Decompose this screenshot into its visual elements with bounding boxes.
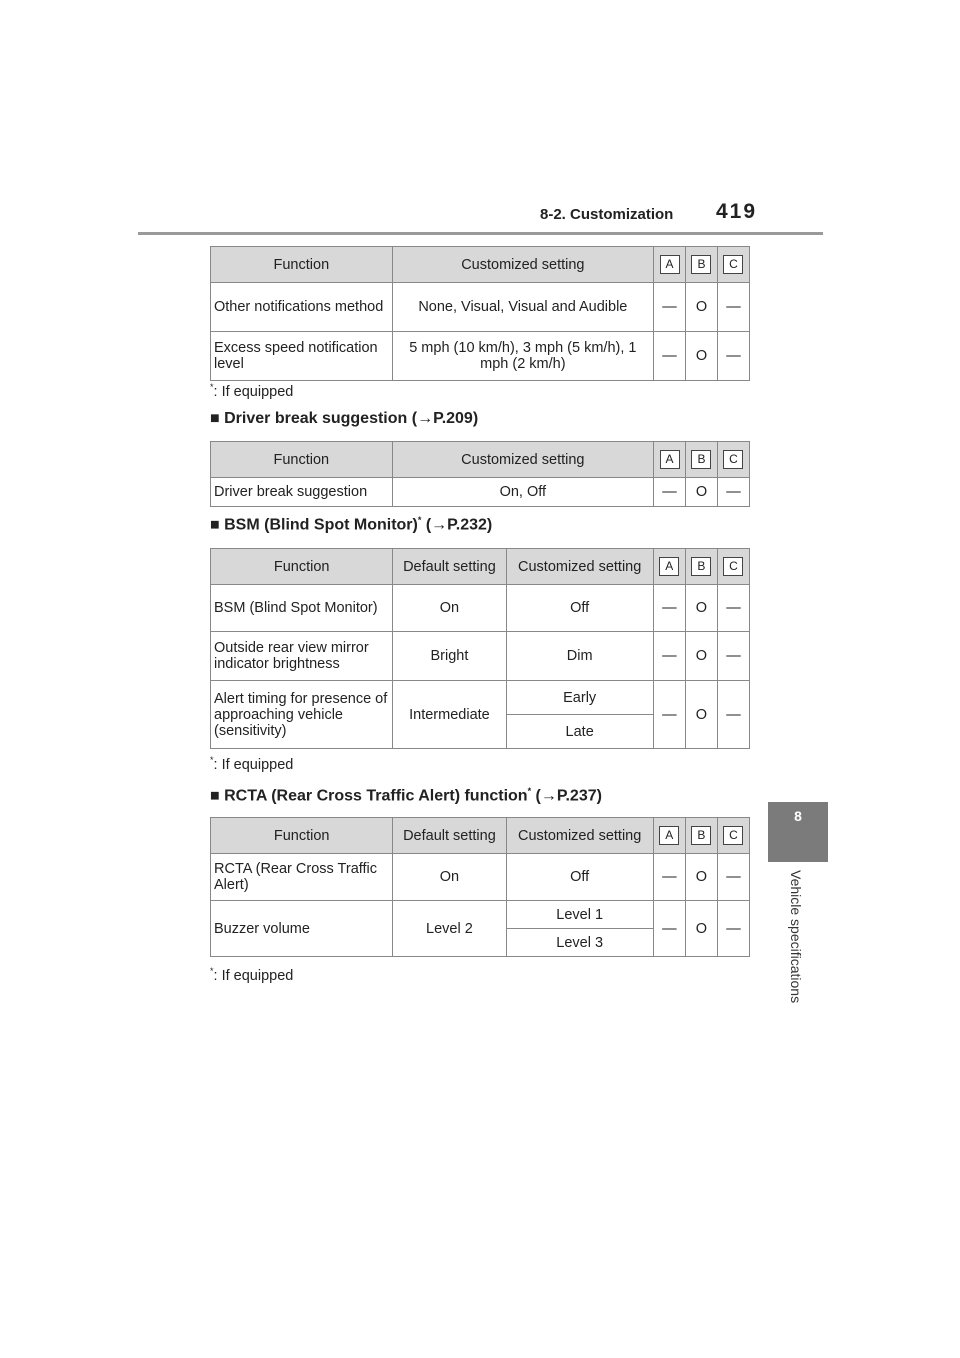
cell-b: O: [685, 854, 717, 901]
header-col-a: [654, 247, 686, 283]
cell-a: —: [654, 478, 686, 507]
section-bsm: [210, 515, 492, 534]
section-asterisk: *: [417, 515, 422, 525]
section-title: BSM (Blind Spot Monitor): [224, 516, 418, 534]
col-a-icon: A: [659, 557, 679, 576]
footnote-if-equipped: [210, 382, 293, 400]
cell-a: —: [654, 332, 686, 381]
table-row: [211, 283, 750, 332]
header-function: Function: [211, 818, 393, 854]
cell-c: —: [717, 901, 749, 957]
page-reference[interactable]: P.237: [556, 787, 597, 805]
col-b-icon: B: [691, 450, 711, 469]
section-open: (: [421, 516, 432, 534]
header-rule: [138, 232, 823, 235]
chapter-side-label: [782, 870, 810, 1040]
footnote-text: : If equipped: [213, 383, 294, 400]
cell-setting: Level 3: [506, 929, 653, 957]
table-row: [211, 681, 750, 715]
col-c-icon: C: [723, 255, 743, 274]
header-col-b: [685, 818, 717, 854]
col-c-icon: C: [723, 826, 743, 845]
cell-b: O: [686, 283, 718, 332]
header-col-c: [717, 247, 749, 283]
footnote-asterisk: *: [210, 966, 214, 976]
cell-function: Outside rear view mirror indicator brightness: [211, 632, 393, 681]
cell-a: —: [653, 854, 685, 901]
section-rcta: [210, 786, 602, 805]
header-customized-setting: Customized setting: [506, 818, 653, 854]
cell-setting: 5 mph (10 km/h), 3 mph (5 km/h), 1 mph (2 km/h): [392, 332, 653, 381]
cell-function: Alert timing for presence of approaching vehicle (sensitivity): [211, 681, 393, 749]
cell-b: O: [685, 901, 717, 957]
table-header-row: [211, 818, 750, 854]
cell-default: On: [393, 854, 506, 901]
section-asterisk: *: [527, 786, 532, 796]
cell-default: Bright: [393, 632, 506, 681]
cell-setting: Level 1: [506, 901, 653, 929]
chapter-number: 8: [794, 808, 802, 824]
section-close: ): [486, 516, 493, 534]
table-row: [211, 901, 750, 929]
cell-b: O: [686, 332, 718, 381]
table-notifications: [210, 246, 750, 381]
header-customized-setting: Customized setting: [506, 549, 653, 585]
cell-a: —: [653, 585, 685, 632]
cell-a: —: [654, 283, 686, 332]
table-row: [211, 854, 750, 901]
cell-b: O: [685, 585, 717, 632]
col-c-icon: C: [723, 557, 743, 576]
cell-function: RCTA (Rear Cross Traffic Alert): [211, 854, 393, 901]
col-a-icon: A: [660, 450, 680, 469]
col-b-icon: B: [691, 826, 711, 845]
col-b-icon: B: [691, 255, 711, 274]
cell-a: —: [653, 632, 685, 681]
chapter-tab: [768, 802, 828, 862]
header-function: Function: [211, 247, 393, 283]
section-open: (: [531, 787, 541, 805]
section-bullet: ■: [210, 516, 220, 534]
cell-setting: Late: [506, 715, 653, 749]
chapter-title: 8-2. Customization: [540, 206, 674, 223]
section-title: Driver break suggestion (: [224, 410, 418, 427]
cell-default: Level 2: [393, 901, 506, 957]
cell-setting: On, Off: [392, 478, 653, 507]
cell-c: —: [717, 632, 749, 681]
cell-c: —: [717, 332, 749, 381]
cell-c: —: [717, 283, 749, 332]
table-header-row: [211, 549, 750, 585]
col-a-icon: A: [659, 826, 679, 845]
cell-default: Intermediate: [393, 681, 506, 749]
cell-a: —: [653, 901, 685, 957]
section-close: ): [472, 410, 479, 427]
cell-setting: None, Visual, Visual and Audible: [392, 283, 653, 332]
cell-function: Driver break suggestion: [211, 478, 393, 507]
cell-a: —: [653, 681, 685, 749]
table-header-row: [211, 247, 750, 283]
cell-c: —: [717, 478, 749, 507]
section-close: ): [596, 787, 602, 805]
table-row: [211, 585, 750, 632]
cell-b: O: [685, 632, 717, 681]
header-col-b: [686, 247, 718, 283]
header-col-c: [717, 442, 749, 478]
cell-function: Excess speed notification level: [211, 332, 393, 381]
cell-b: O: [686, 478, 718, 507]
header-col-a: [653, 818, 685, 854]
header-col-c: [717, 818, 749, 854]
section-bullet: ■: [210, 787, 220, 805]
section-driver-break: [210, 410, 478, 428]
cell-c: —: [717, 854, 749, 901]
cell-c: —: [717, 585, 749, 632]
cell-setting: Dim: [506, 632, 653, 681]
header-col-b: [686, 442, 718, 478]
table-header-row: [211, 442, 750, 478]
table-bsm: [210, 548, 750, 749]
cell-setting: Off: [506, 585, 653, 632]
arrow-icon: →: [417, 410, 434, 427]
footnote-asterisk: *: [210, 382, 214, 392]
cell-function: Buzzer volume: [211, 901, 393, 957]
col-b-icon: B: [691, 557, 711, 576]
footnote-if-equipped: [210, 755, 293, 773]
cell-function: BSM (Blind Spot Monitor): [211, 585, 393, 632]
cell-setting: Off: [506, 854, 653, 901]
page-number: 419: [716, 200, 758, 223]
section-title: RCTA (Rear Cross Traffic Alert) function: [224, 787, 528, 805]
header-function: Function: [211, 549, 393, 585]
header-col-b: [685, 549, 717, 585]
table-rcta: [210, 817, 750, 957]
footnote-text: : If equipped: [213, 967, 294, 984]
arrow-icon: →: [431, 516, 448, 534]
col-a-icon: A: [660, 255, 680, 274]
cell-b: O: [685, 681, 717, 749]
cell-default: On: [393, 585, 506, 632]
footnote-text: : If equipped: [213, 756, 294, 773]
header-default-setting: Default setting: [393, 818, 506, 854]
table-row: [211, 332, 750, 381]
section-bullet: ■: [210, 410, 220, 427]
cell-setting: Early: [506, 681, 653, 715]
header-function: Function: [211, 442, 393, 478]
header-default-setting: Default setting: [393, 549, 506, 585]
col-c-icon: C: [723, 450, 743, 469]
table-row: [211, 632, 750, 681]
page-reference[interactable]: P.209: [433, 410, 473, 427]
arrow-icon: →: [540, 787, 557, 805]
table-driver-break: [210, 441, 750, 507]
page-reference[interactable]: P.232: [447, 516, 487, 534]
header-col-a: [654, 442, 686, 478]
header-customized-setting: Customized setting: [392, 442, 653, 478]
table-row: [211, 478, 750, 507]
chapter-name: Vehicle specifications: [788, 870, 804, 1004]
cell-c: —: [717, 681, 749, 749]
header-customized-setting: Customized setting: [392, 247, 653, 283]
cell-function: Other notifications method: [211, 283, 393, 332]
header-col-a: [653, 549, 685, 585]
footnote-asterisk: *: [210, 755, 214, 765]
header-col-c: [717, 549, 749, 585]
footnote-if-equipped: [210, 966, 293, 984]
